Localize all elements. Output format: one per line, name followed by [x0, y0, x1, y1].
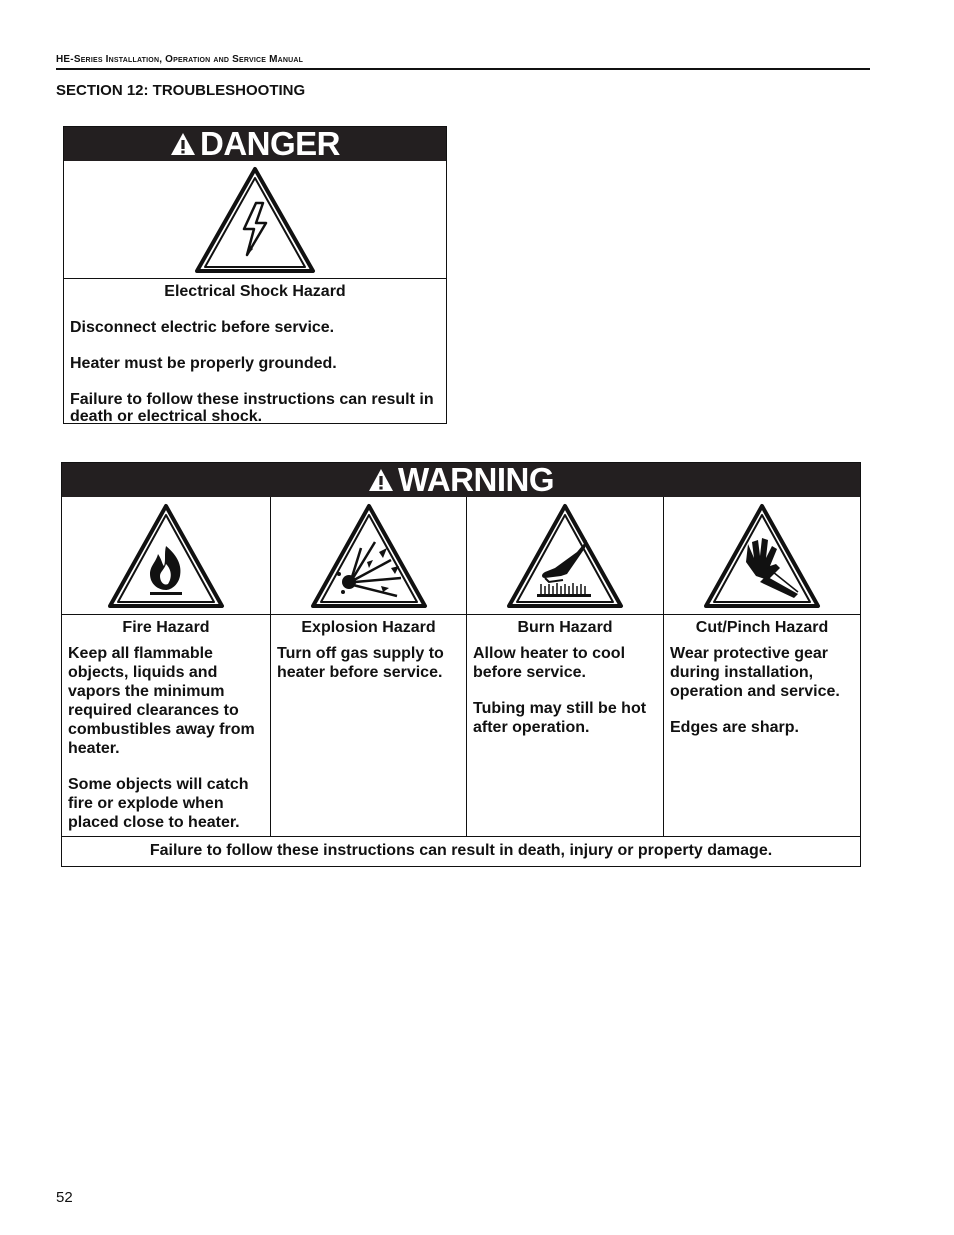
warning-signal-word: WARNING: [398, 461, 554, 498]
alert-triangle-icon: [170, 131, 196, 157]
fire-icon: [106, 502, 226, 610]
fire-hazard-paragraph: Some objects will catch fire or explode when placed close to heater.: [68, 776, 249, 831]
burn-icon: [505, 502, 625, 610]
explosion-hazard-paragraph: Turn off gas supply to heater before service.: [277, 645, 444, 681]
cut-pinch-icon: [702, 502, 822, 610]
warning-notice: [61, 462, 861, 867]
burn-hazard-column: [467, 497, 664, 836]
page-number: 52: [56, 1189, 73, 1206]
electrical-shock-icon: [193, 165, 317, 275]
header-divider: [56, 68, 870, 70]
fire-hazard-column: [62, 497, 271, 836]
burn-hazard-text: [467, 636, 663, 737]
danger-message: [64, 279, 446, 425]
danger-line: Heater must be properly grounded.: [70, 355, 337, 372]
burn-symbol-panel: [467, 497, 663, 615]
warning-hazard-grid: [62, 497, 860, 837]
burn-hazard-paragraph: Allow heater to cool before service.: [473, 645, 626, 681]
danger-line: Failure to follow these instructions can result in death or electrical shock.: [70, 391, 434, 425]
fire-hazard-paragraph: Keep all flammable objects, liquids and vapors the minimum required clearances to combustibles away from heater.: [68, 645, 255, 757]
cut-pinch-hazard-column: [664, 497, 860, 836]
explosion-hazard-column: [271, 497, 467, 836]
explosion-icon: [309, 502, 429, 610]
danger-line: Disconnect electric before service.: [70, 319, 335, 336]
danger-hazard-title: Electrical Shock Hazard: [164, 283, 346, 300]
danger-symbol-panel: [64, 161, 446, 279]
warning-footer: Failure to follow these instructions can result in death, injury or property damage.: [149, 842, 773, 859]
fire-symbol-panel: [62, 497, 270, 615]
section-title: SECTION 12: TROUBLESHOOTING: [56, 82, 306, 99]
alert-triangle-icon: [368, 467, 394, 493]
cut-pinch-hazard-text: [664, 636, 860, 737]
cut-pinch-hazard-title: Cut/Pinch Hazard: [695, 619, 829, 636]
danger-notice: [63, 126, 447, 424]
explosion-hazard-text: [271, 636, 466, 682]
cut-pinch-hazard-paragraph: Edges are sharp.: [670, 719, 799, 736]
fire-hazard-text: [62, 636, 270, 832]
explosion-symbol-panel: [271, 497, 466, 615]
warning-signal-bar: [62, 463, 860, 497]
danger-signal-word: DANGER: [199, 125, 340, 162]
cut-pinch-symbol-panel: [664, 497, 860, 615]
explosion-hazard-title: Explosion Hazard: [301, 619, 436, 636]
fire-hazard-title: Fire Hazard: [122, 619, 210, 636]
danger-signal-bar: [64, 127, 446, 161]
manual-title: [56, 54, 303, 65]
cut-pinch-hazard-paragraph: Wear protective gear during installation, operation and service.: [670, 645, 840, 700]
burn-hazard-title: Burn Hazard: [517, 619, 613, 636]
manual-title-text: HE-Series Installation, Operation and Service Manual: [56, 54, 304, 65]
burn-hazard-paragraph: Tubing may still be hot after operation.: [473, 700, 647, 736]
